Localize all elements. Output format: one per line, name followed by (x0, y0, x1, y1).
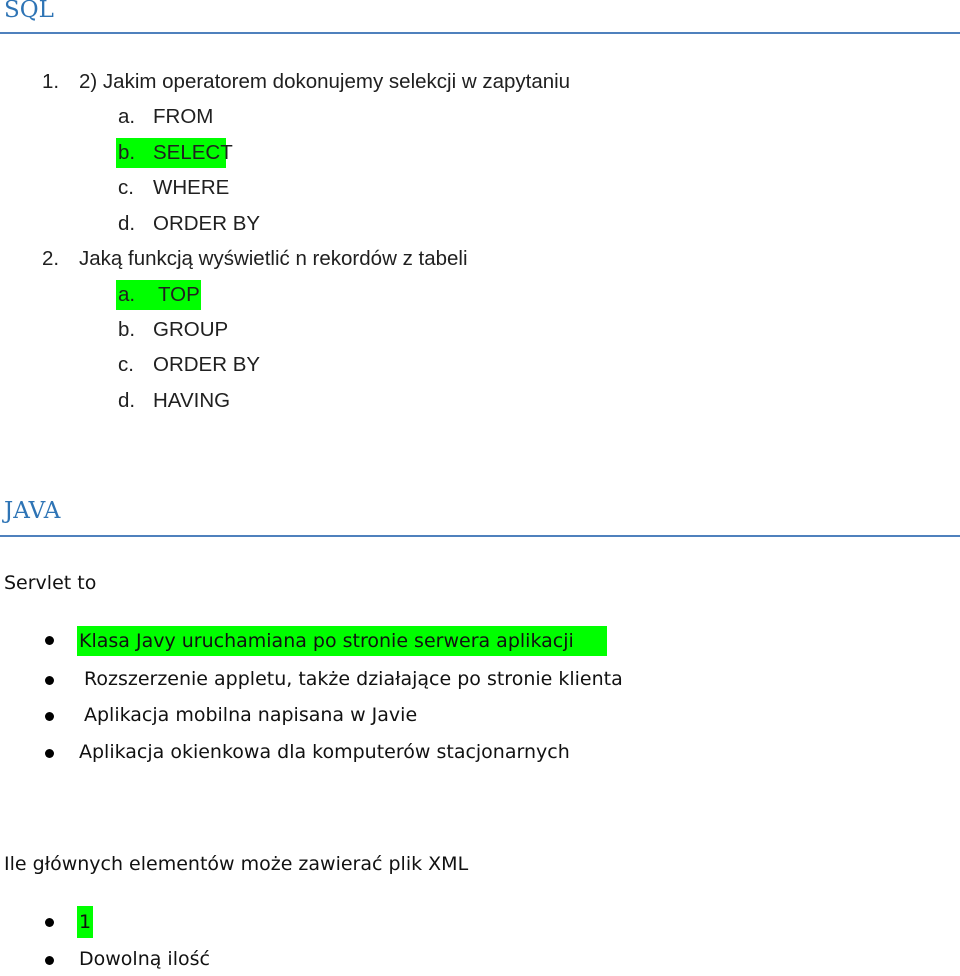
option-letter: b. (118, 318, 136, 341)
question-text: Jaką funkcją wyświetlić n rekordów z tabeli (79, 247, 468, 270)
bullet-icon (45, 636, 54, 645)
option-text: WHERE (153, 176, 230, 199)
option-text: Dowolną ilość (79, 948, 210, 970)
bullet-icon (45, 956, 54, 965)
question-number: 1. (42, 70, 60, 93)
question-text: 2) Jakim operatorem dokonujemy selekcji w zapytaniu (79, 70, 571, 93)
option-letter: c. (118, 176, 134, 199)
heading-rule-java (0, 535, 960, 537)
option-text: FROM (153, 105, 214, 128)
option-letter: a. (118, 105, 136, 128)
option-text: Aplikacja okienkowa dla komputerów stacjonarnych (79, 741, 570, 763)
option-text: Rozszerzenie appletu, także działające po stronie klienta (84, 668, 623, 690)
option-text-correct: 1 (79, 911, 92, 933)
bullet-icon (45, 749, 54, 758)
option-letter: d. (118, 389, 136, 412)
section-heading-java: JAVA (4, 498, 61, 524)
question-text: Servlet to (4, 572, 97, 594)
bullet-icon (45, 676, 54, 685)
option-text-correct: TOP (158, 283, 200, 306)
option-text-correct: Klasa Javy uruchamiana po stronie serwera aplikacji (79, 630, 574, 652)
bullet-icon (45, 918, 54, 927)
question-text: Ile głównych elementów może zawierać plik XML (4, 853, 469, 875)
option-letter: a. (118, 283, 136, 306)
option-letter: c. (118, 353, 134, 376)
question-number: 2. (42, 247, 60, 270)
bullet-icon (45, 712, 54, 721)
option-letter: d. (118, 212, 136, 235)
option-text: ORDER BY (153, 212, 261, 235)
section-heading-sql: SQL (4, 0, 54, 23)
option-letter: b. (118, 141, 136, 164)
option-text-correct: SELECT (153, 141, 233, 164)
heading-rule-sql (0, 32, 960, 34)
option-text: HAVING (153, 389, 231, 412)
option-text: GROUP (153, 318, 229, 341)
option-text: ORDER BY (153, 353, 261, 376)
option-text: Aplikacja mobilna napisana w Javie (84, 704, 418, 726)
